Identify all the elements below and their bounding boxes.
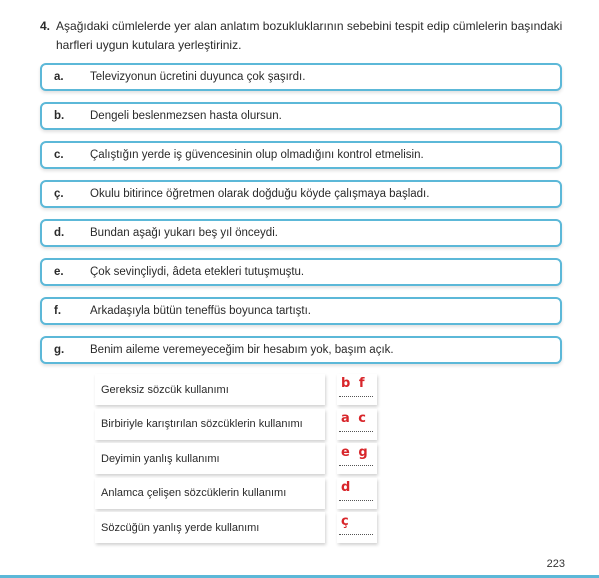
sentence-box-g — [40, 336, 562, 364]
sentence-text: Bundan aşağı yukarı beş yıl önceydi. — [90, 227, 278, 239]
sentence-text: Dengeli beslenmezsen hasta olursun. — [90, 110, 282, 122]
dotted-line — [339, 431, 373, 432]
category-row — [95, 512, 377, 547]
handwritten-answer: e g — [341, 445, 370, 460]
answer-box[interactable] — [337, 478, 377, 509]
sentence-box-c-cedilla — [40, 180, 562, 208]
sentence-text: Çalıştığın yerde iş güvencesinin olup olmadığını kontrol etmelisin. — [90, 149, 424, 161]
answer-box[interactable] — [337, 409, 377, 440]
question-line-1: Aşağıdaki cümlelerde yer alan anlatım bozukluklarının sebebini tespit edip cümlelerin başındaki — [56, 19, 563, 33]
category-label: Deyimin yanlış kullanımı — [95, 443, 325, 474]
category-row — [95, 374, 377, 409]
category-label: Sözcüğün yanlış yerde kullanımı — [95, 512, 325, 543]
sentence-box-c — [40, 141, 562, 169]
handwritten-answer: d — [341, 479, 353, 495]
sentence-letter: f. — [54, 305, 62, 317]
answer-box[interactable] — [337, 512, 377, 543]
sentence-box-e — [40, 258, 562, 286]
category-row — [95, 478, 377, 513]
sentence-list — [40, 63, 562, 375]
category-label: Birbiriyle karıştırılan sözcüklerin kullanımı — [95, 409, 325, 440]
sentence-letter: d. — [54, 227, 65, 239]
sentence-letter: c. — [54, 149, 64, 161]
sentence-box-f — [40, 297, 562, 325]
dotted-line — [339, 396, 373, 397]
dotted-line — [339, 500, 373, 501]
category-row — [95, 409, 377, 444]
sentence-text: Benim aileme veremeyeceğim bir hesabım yok, başım açık. — [90, 344, 394, 356]
dotted-line — [339, 465, 373, 466]
page-number: 223 — [546, 558, 565, 570]
handwritten-answer: a c — [341, 410, 369, 426]
sentence-box-a — [40, 63, 562, 91]
sentence-letter: ç. — [54, 188, 64, 200]
question-line-2: harfleri uygun kutulara yerleştiriniz. — [56, 38, 242, 52]
sentence-letter: a. — [54, 71, 64, 83]
answer-box[interactable] — [337, 374, 377, 405]
handwritten-answer: b f — [341, 376, 367, 391]
handwritten-answer: ç — [341, 514, 351, 529]
sentence-text: Çok sevinçliydi, âdeta etekleri tutuşmuştu. — [90, 266, 305, 278]
sentence-letter: b. — [54, 110, 65, 122]
question-number: 4. — [40, 19, 51, 33]
category-row — [95, 443, 377, 478]
sentence-box-d — [40, 219, 562, 247]
category-label: Anlamca çelişen sözcüklerin kullanımı — [95, 478, 325, 509]
answer-box[interactable] — [337, 443, 377, 474]
category-table — [95, 374, 377, 547]
sentence-text: Arkadaşıyla bütün teneffüs boyunca tartıştı. — [90, 305, 311, 317]
dotted-line — [339, 534, 373, 535]
question-text — [40, 17, 570, 55]
sentence-letter: e. — [54, 266, 64, 278]
sentence-box-b — [40, 102, 562, 130]
category-label: Gereksiz sözcük kullanımı — [95, 374, 325, 405]
sentence-letter: g. — [54, 344, 65, 356]
sentence-text: Televizyonun ücretini duyunca çok şaşırdı. — [90, 71, 306, 83]
sentence-text: Okulu bitirince öğretmen olarak doğduğu köyde çalışmaya başladı. — [90, 188, 430, 200]
